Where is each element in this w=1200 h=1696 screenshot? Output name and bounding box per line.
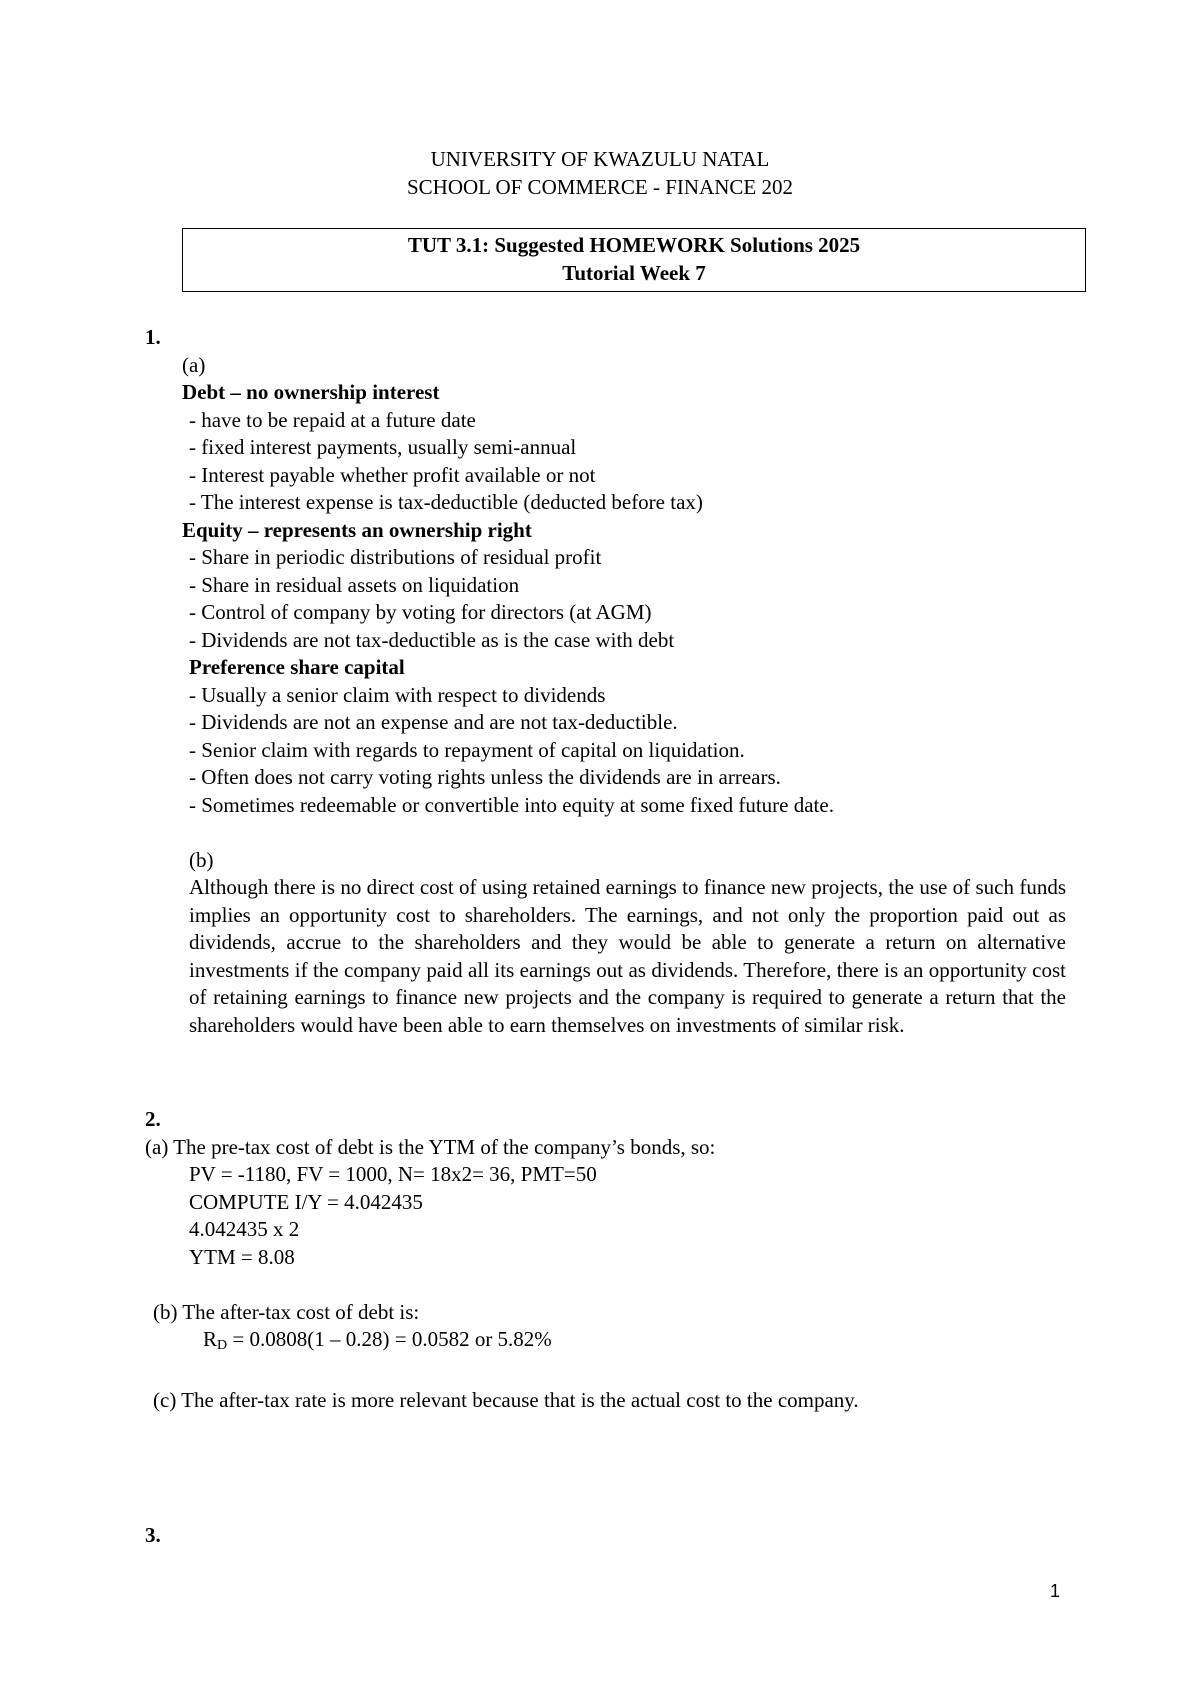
question-2 (145, 1106, 1065, 1415)
after-tax-formula (145, 1326, 1065, 1360)
part-b-text: (b) The after-tax cost of debt is: (153, 1299, 420, 1324)
calc-line: 4.042435 x 2 (189, 1217, 300, 1241)
part-c-text: (c) The after-tax rate is more relevant because that is the actual cost to the company. (153, 1388, 859, 1412)
part-a-text: (a) The pre-tax cost of debt is the YTM of the company’s bonds, so: (145, 1134, 716, 1159)
part-b-paragraph: Although there is no direct cost of using retained earnings to finance new projects, the use of such funds implies an opportunity cost to shareholders. The earnings, and not only the proportion paid out as dividends, accrue to the shareholders and they would be able to generate a return on alternative investments if the company paid all its earnings out as dividends. Therefore, there is an opportunity cost of retaining earnings to finance new projects and the company is required to generate a return that the shareholders would have been able to earn themselves on investments of similar risk. (189, 875, 1066, 1037)
list-item: - Dividends are not tax-deductible as is the case with debt (189, 627, 675, 652)
calc-line: YTM = 8.08 (189, 1244, 295, 1269)
list-item: - Often does not carry voting rights unless the dividends are in arrears. (189, 765, 781, 789)
question-1 (145, 324, 1065, 1039)
question-3-number: 3. (145, 1523, 161, 1547)
school-name: SCHOOL OF COMMERCE - FINANCE 202 (406, 174, 793, 199)
list-item: - Usually a senior claim with respect to dividends (189, 682, 606, 707)
calc-line: COMPUTE I/Y = 4.042435 (189, 1189, 423, 1214)
list-item: - Sometimes redeemable or convertible into equity at some fixed future date. (189, 792, 834, 817)
formula-expression: = 0.0808(1 – 0.28) = 0.0582 or 5.82% (227, 1327, 552, 1351)
list-item: - Share in residual assets on liquidation (189, 572, 520, 597)
equity-heading: Equity – represents an ownership right (182, 517, 532, 542)
question-number: 1. (145, 325, 161, 349)
spacer (145, 1271, 1065, 1299)
spacer (145, 819, 1065, 847)
title-line-1: TUT 3.1: Suggested HOMEWORK Solutions 2025 (407, 233, 861, 257)
list-item: - Senior claim with regards to repayment of capital on liquidation. (189, 737, 745, 762)
question-number: 2. (145, 1107, 161, 1131)
list-item: - Share in periodic distributions of residual profit (189, 545, 602, 569)
part-a-label: (a) (182, 352, 206, 377)
list-item: - fixed interest payments, usually semi-annual (189, 435, 577, 459)
title-line-2: Tutorial Week 7 (562, 261, 706, 285)
list-item: - The interest expense is tax-deductible (deducted before tax) (189, 490, 703, 514)
formula-symbol: R (203, 1327, 218, 1351)
list-item: - have to be repaid at a future date (189, 407, 476, 432)
list-item: - Control of company by voting for directors (at AGM) (189, 600, 652, 624)
document-header (0, 146, 1200, 201)
university-name: UNIVERSITY OF KWAZULU NATAL (430, 147, 770, 171)
part-b-label: (b) (189, 847, 214, 872)
formula-subscript: D (217, 1338, 228, 1353)
calc-line: PV = -1180, FV = 1000, N= 18x2= 36, PMT=50 (189, 1162, 597, 1186)
debt-heading: Debt – no ownership interest (182, 380, 440, 404)
spacer (145, 1360, 1065, 1388)
title-box (182, 228, 1086, 292)
page-number: 1 (1050, 1581, 1061, 1601)
list-item: - Interest payable whether profit available or not (189, 462, 596, 487)
preference-heading: Preference share capital (189, 655, 405, 679)
list-item: - Dividends are not an expense and are not tax-deductible. (189, 710, 678, 734)
